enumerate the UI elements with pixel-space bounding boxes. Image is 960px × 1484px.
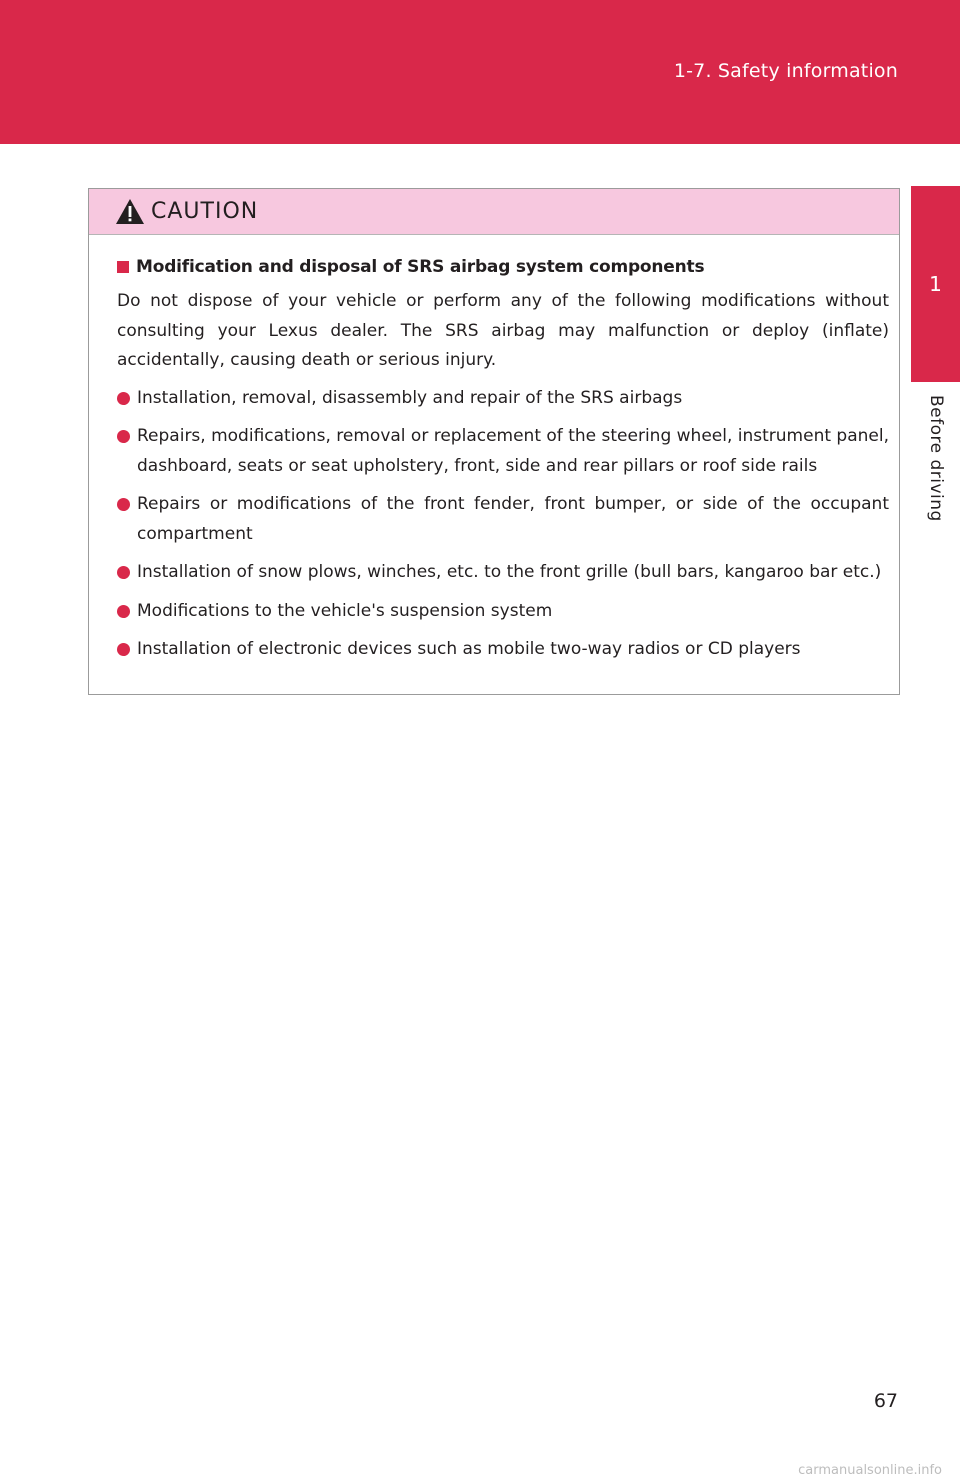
caution-box [88, 188, 900, 695]
warning-triangle-icon [115, 198, 145, 225]
page-number: 67 [873, 1390, 898, 1412]
list-item [117, 597, 889, 627]
list-item-text: Repairs, modifications, removal or replacement of the steering wheel, instrument panel, dashboard, seats or seat upholstery, front, side and rear pillars or roof side rails [137, 426, 889, 476]
chapter-number: 1 [929, 272, 942, 296]
chapter-tab[interactable] [911, 186, 960, 382]
caution-body [89, 235, 899, 694]
list-item [117, 422, 889, 481]
list-item [117, 384, 889, 414]
caution-subheading [117, 257, 889, 277]
bullet-icon [117, 392, 130, 405]
list-item-text: Modifications to the vehicle's suspension system [137, 600, 553, 621]
bullet-icon [117, 566, 130, 579]
subheading-text: Modification and disposal of SRS airbag system components [136, 257, 705, 277]
section-title: 1-7. Safety information [673, 60, 898, 82]
bullet-icon [117, 605, 130, 618]
caution-title: CAUTION [151, 199, 259, 224]
square-bullet-icon [117, 261, 129, 273]
bullet-icon [117, 430, 130, 443]
list-item [117, 558, 889, 588]
list-item-text: Installation of snow plows, winches, etc. to the front grille (bull bars, kangaroo bar etc.) [137, 562, 882, 582]
bullet-icon [117, 643, 130, 656]
chapter-label: Before driving [926, 395, 946, 522]
list-item-text: Repairs or modifications of the front fender, front bumper, or side of the occupant compartment [137, 494, 889, 544]
caution-list [117, 384, 889, 665]
list-item [117, 635, 889, 665]
watermark: carmanualsonline.info [798, 1463, 942, 1478]
list-item [117, 490, 889, 549]
caution-header [89, 189, 899, 235]
bullet-icon [117, 498, 130, 511]
list-item-text: Installation of electronic devices such as mobile two-way radios or CD players [137, 639, 801, 659]
list-item-text: Installation, removal, disassembly and repair of the SRS airbags [137, 387, 683, 408]
caution-intro: Do not dispose of your vehicle or perform any of the following modifications without consulting your Lexus dealer. The SRS airbag may malfunction or deploy (inflate) accidentally, causing death or serious injury. [117, 291, 889, 370]
